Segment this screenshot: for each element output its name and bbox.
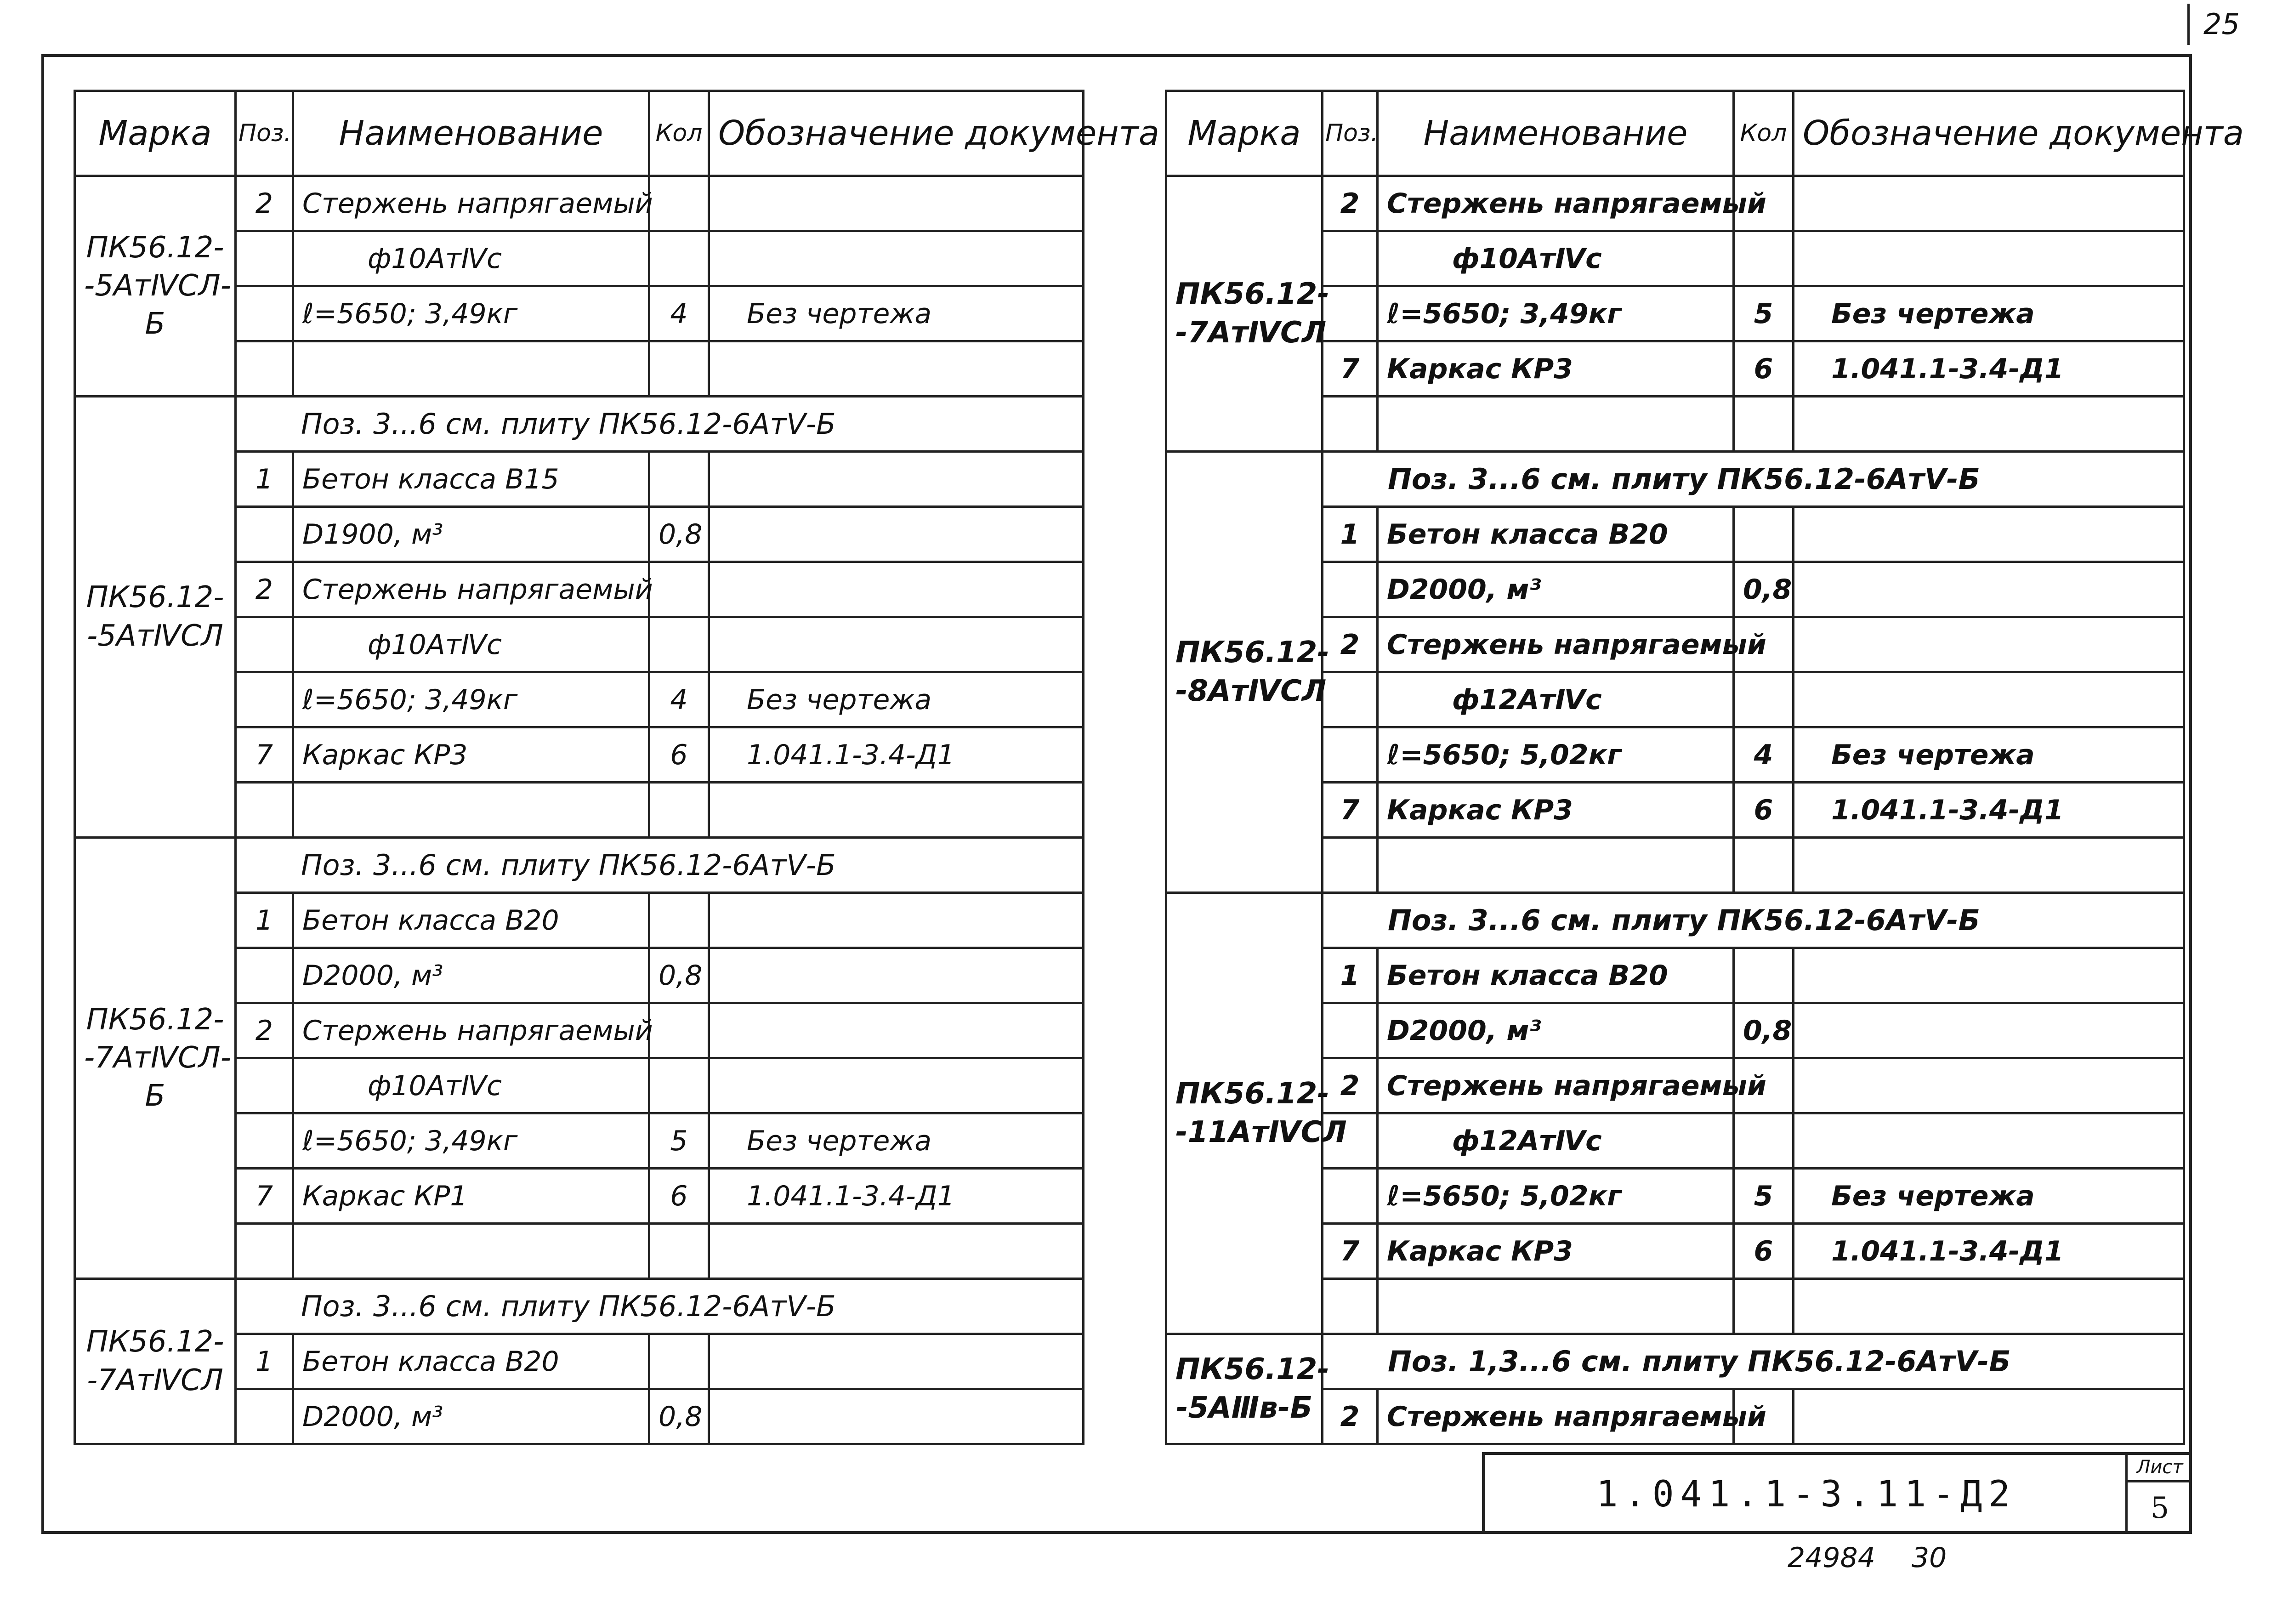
doc-cell — [709, 893, 1084, 948]
note-cell: Поз. 3...6 см. плиту ПК56.12-6АтⅤ-Б — [236, 838, 1084, 893]
name-cell: ф10АтⅣс — [293, 1058, 649, 1113]
name-cell: ф10АтⅣс — [293, 617, 649, 672]
qty-cell: 5 — [649, 1113, 709, 1169]
doc-cell — [709, 1334, 1084, 1389]
table-row — [1166, 452, 2184, 507]
note-cell: Поз. 1,3...6 см. плиту ПК56.12-6АтⅤ-Б — [1323, 1334, 2184, 1389]
qty-cell: 6 — [649, 1169, 709, 1224]
pos-cell — [236, 948, 293, 1003]
name-cell: Стержень напрягаемый — [293, 176, 649, 231]
qty-cell — [649, 1003, 709, 1058]
doc-cell — [709, 1003, 1084, 1058]
pos-cell — [236, 231, 293, 286]
qty-cell: 5 — [1734, 286, 1794, 341]
note-cell: Поз. 3...6 см. плиту ПК56.12-6АтⅤ-Б — [236, 1279, 1084, 1334]
table-row — [75, 1279, 1084, 1334]
pos-cell: 7 — [1323, 783, 1378, 838]
name-cell: ℓ=5650; 5,02кг — [1378, 1169, 1734, 1224]
sheet-box — [2125, 1455, 2192, 1534]
qty-cell: 0,8 — [1734, 1003, 1794, 1058]
pos-cell: 1 — [236, 452, 293, 507]
doc-cell — [709, 452, 1084, 507]
pos-cell — [236, 783, 293, 838]
pos-cell: 2 — [1323, 1389, 1378, 1444]
qty-cell — [649, 231, 709, 286]
pos-cell: 1 — [236, 893, 293, 948]
qty-cell: 6 — [1734, 341, 1794, 397]
doc-cell: Без чертежа — [1794, 1169, 2184, 1224]
pos-cell: 2 — [236, 176, 293, 231]
spec-table-left — [74, 90, 1160, 1445]
qty-cell — [649, 617, 709, 672]
pos-cell: 1 — [236, 1334, 293, 1389]
pos-cell — [1323, 397, 1378, 452]
doc-cell: Без чертежа — [1794, 286, 2184, 341]
pos-cell: 2 — [1323, 617, 1378, 672]
doc-cell — [1794, 231, 2184, 286]
doc-cell — [709, 1224, 1084, 1279]
name-cell: Бетон класса В20 — [293, 1334, 649, 1389]
footer-number: 24984 30 — [1788, 1542, 1947, 1574]
mark-cell: ПК56.12--7АтⅣСЛ — [1166, 176, 1323, 452]
doc-cell — [709, 948, 1084, 1003]
mark-cell: ПК56.12--7АтⅣСЛ — [75, 1279, 236, 1444]
qty-cell: 0,8 — [649, 948, 709, 1003]
name-cell: ℓ=5650; 3,49кг — [1378, 286, 1734, 341]
doc-cell — [709, 562, 1084, 617]
pos-cell — [236, 286, 293, 341]
pos-cell: 2 — [236, 1003, 293, 1058]
doc-cell: 1.041.1-3.4-Д1 — [1794, 1224, 2184, 1279]
name-cell: D1900, м³ — [293, 507, 649, 562]
table-row — [75, 838, 1084, 893]
doc-cell — [709, 1058, 1084, 1113]
qty-cell: 0,8 — [649, 1389, 709, 1444]
pos-cell — [236, 1389, 293, 1444]
doc-cell: Без чертежа — [709, 286, 1084, 341]
name-cell: Стержень напрягаемый — [1378, 176, 1734, 231]
title-stamp — [1482, 1452, 2192, 1534]
pos-cell: 2 — [236, 562, 293, 617]
name-cell: Каркас КР3 — [1378, 783, 1734, 838]
doc-cell: Без чертежа — [709, 672, 1084, 727]
pos-cell — [1323, 286, 1378, 341]
qty-cell — [649, 1334, 709, 1389]
qty-cell — [649, 562, 709, 617]
doc-cell — [1794, 176, 2184, 231]
qty-cell: 6 — [1734, 783, 1794, 838]
header-pos: Поз. — [236, 91, 293, 176]
header-pos: Поз. — [1323, 91, 1378, 176]
qty-cell — [649, 452, 709, 507]
doc-cell — [1794, 1389, 2184, 1444]
table-row — [1166, 1334, 2184, 1389]
name-cell: Каркас КР1 — [293, 1169, 649, 1224]
name-cell: ℓ=5650; 3,49кг — [293, 286, 649, 341]
name-cell: ф12АтⅣс — [1378, 1113, 1734, 1169]
qty-cell: 6 — [1734, 1224, 1794, 1279]
qty-cell: 6 — [649, 727, 709, 783]
qty-cell — [1734, 948, 1794, 1003]
name-cell — [1378, 838, 1734, 893]
pos-cell — [236, 341, 293, 397]
qty-cell: 5 — [1734, 1169, 1794, 1224]
name-cell — [1378, 397, 1734, 452]
qty-cell: 0,8 — [649, 507, 709, 562]
note-cell: Поз. 3...6 см. плиту ПК56.12-6АтⅤ-Б — [1323, 452, 2184, 507]
pos-cell — [236, 617, 293, 672]
mark-cell: ПК56.12--5АⅢв-Б — [1166, 1334, 1323, 1444]
header-doc: Обозначение документа — [709, 91, 1084, 176]
pos-cell: 1 — [1323, 507, 1378, 562]
table-row — [1166, 893, 2184, 948]
mark-cell: ПК56.12--5АтⅣСЛ — [75, 397, 236, 838]
doc-cell — [1794, 1279, 2184, 1334]
doc-cell: Без чертежа — [1794, 727, 2184, 783]
pos-cell: 7 — [236, 727, 293, 783]
name-cell — [293, 1224, 649, 1279]
doc-cell — [709, 176, 1084, 231]
name-cell: D2000, м³ — [293, 948, 649, 1003]
table-row — [75, 397, 1084, 452]
doc-cell: 1.041.1-3.4-Д1 — [1794, 341, 2184, 397]
qty-cell — [649, 1224, 709, 1279]
pos-cell: 7 — [1323, 1224, 1378, 1279]
qty-cell — [649, 783, 709, 838]
name-cell — [1378, 1279, 1734, 1334]
qty-cell — [1734, 507, 1794, 562]
name-cell: D2000, м³ — [293, 1389, 649, 1444]
pos-cell — [1323, 727, 1378, 783]
sheet-label: Лист — [2128, 1455, 2192, 1482]
name-cell: Стержень напрягаемый — [1378, 1058, 1734, 1113]
qty-cell — [1734, 838, 1794, 893]
pos-cell — [236, 1058, 293, 1113]
qty-cell — [1734, 1113, 1794, 1169]
name-cell: D2000, м³ — [1378, 562, 1734, 617]
name-cell: ф10АтⅣс — [1378, 231, 1734, 286]
pos-cell — [1323, 1279, 1378, 1334]
pos-cell: 7 — [236, 1169, 293, 1224]
doc-cell: Без чертежа — [709, 1113, 1084, 1169]
name-cell: Каркас КР3 — [1378, 341, 1734, 397]
doc-cell — [1794, 838, 2184, 893]
mark-cell: ПК56.12--11АтⅣСЛ — [1166, 893, 1323, 1334]
pos-cell — [1323, 1169, 1378, 1224]
pos-cell — [1323, 838, 1378, 893]
header-row — [1166, 91, 2184, 176]
doc-cell — [1794, 617, 2184, 672]
doc-cell — [709, 231, 1084, 286]
page-number: 25 — [2187, 4, 2240, 45]
pos-cell — [236, 672, 293, 727]
name-cell: Бетон класса В20 — [1378, 507, 1734, 562]
doc-cell — [709, 341, 1084, 397]
doc-cell — [1794, 507, 2184, 562]
name-cell: Бетон класса В20 — [1378, 948, 1734, 1003]
name-cell: Стержень напрягаемый — [1378, 1389, 1734, 1444]
name-cell: Бетон класса В20 — [293, 893, 649, 948]
qty-cell — [649, 176, 709, 231]
sheet-number: 5 — [2150, 1491, 2169, 1525]
pos-cell — [1323, 562, 1378, 617]
pos-cell: 2 — [1323, 176, 1378, 231]
header-qty: Кол — [1734, 91, 1794, 176]
note-cell: Поз. 3...6 см. плиту ПК56.12-6АтⅤ-Б — [1323, 893, 2184, 948]
pos-cell — [1323, 672, 1378, 727]
qty-cell: 4 — [649, 286, 709, 341]
document-code: 1.041.1-3.11-Д2 — [1596, 1474, 2017, 1515]
doc-cell: 1.041.1-3.4-Д1 — [1794, 783, 2184, 838]
qty-cell — [1734, 231, 1794, 286]
mark-cell: ПК56.12--8АтⅣСЛ — [1166, 452, 1323, 893]
doc-cell — [1794, 397, 2184, 452]
doc-cell — [1794, 562, 2184, 617]
qty-cell — [1734, 1279, 1794, 1334]
qty-cell — [649, 341, 709, 397]
spec-table-right — [1165, 90, 2244, 1445]
doc-cell: 1.041.1-3.4-Д1 — [709, 1169, 1084, 1224]
doc-cell — [1794, 1058, 2184, 1113]
note-cell: Поз. 3...6 см. плиту ПК56.12-6АтⅤ-Б — [236, 397, 1084, 452]
doc-cell — [1794, 948, 2184, 1003]
name-cell: Каркас КР3 — [1378, 1224, 1734, 1279]
qty-cell — [1734, 672, 1794, 727]
pos-cell — [1323, 231, 1378, 286]
name-cell: ℓ=5650; 3,49кг — [293, 1113, 649, 1169]
name-cell: Бетон класса В15 — [293, 452, 649, 507]
name-cell — [293, 783, 649, 838]
qty-cell — [649, 893, 709, 948]
doc-cell — [709, 1389, 1084, 1444]
doc-cell: 1.041.1-3.4-Д1 — [709, 727, 1084, 783]
header-doc: Обозначение документа — [1794, 91, 2184, 176]
doc-cell — [1794, 1003, 2184, 1058]
pos-cell: 2 — [1323, 1058, 1378, 1113]
name-cell: ф10АтⅣс — [293, 231, 649, 286]
header-name: Наименование — [1378, 91, 1734, 176]
qty-cell — [649, 1058, 709, 1113]
qty-cell: 0,8 — [1734, 562, 1794, 617]
table-row — [1166, 176, 2184, 231]
pos-cell: 1 — [1323, 948, 1378, 1003]
pos-cell — [236, 507, 293, 562]
name-cell: Каркас КР3 — [293, 727, 649, 783]
name-cell: D2000, м³ — [1378, 1003, 1734, 1058]
name-cell: Стержень напрягаемый — [293, 1003, 649, 1058]
qty-cell: 4 — [649, 672, 709, 727]
qty-cell: 4 — [1734, 727, 1794, 783]
header-qty: Кол — [649, 91, 709, 176]
name-cell: Стержень напрягаемый — [1378, 617, 1734, 672]
qty-cell — [1734, 397, 1794, 452]
header-mark: Марка — [1166, 91, 1323, 176]
name-cell — [293, 341, 649, 397]
pos-cell — [236, 1224, 293, 1279]
doc-cell — [709, 507, 1084, 562]
header-mark: Марка — [75, 91, 236, 176]
doc-cell — [709, 783, 1084, 838]
name-cell: ф12АтⅣс — [1378, 672, 1734, 727]
name-cell: ℓ=5650; 5,02кг — [1378, 727, 1734, 783]
header-row — [75, 91, 1084, 176]
mark-cell: ПК56.12--7АтⅣСЛ-Б — [75, 838, 236, 1279]
pos-cell: 7 — [1323, 341, 1378, 397]
pos-cell — [236, 1113, 293, 1169]
name-cell: ℓ=5650; 3,49кг — [293, 672, 649, 727]
doc-cell — [1794, 1113, 2184, 1169]
doc-cell — [1794, 672, 2184, 727]
doc-cell — [709, 617, 1084, 672]
pos-cell — [1323, 1003, 1378, 1058]
header-name: Наименование — [293, 91, 649, 176]
mark-cell: ПК56.12--5АтⅣСЛ-Б — [75, 176, 236, 397]
table-row — [75, 176, 1084, 231]
name-cell: Стержень напрягаемый — [293, 562, 649, 617]
